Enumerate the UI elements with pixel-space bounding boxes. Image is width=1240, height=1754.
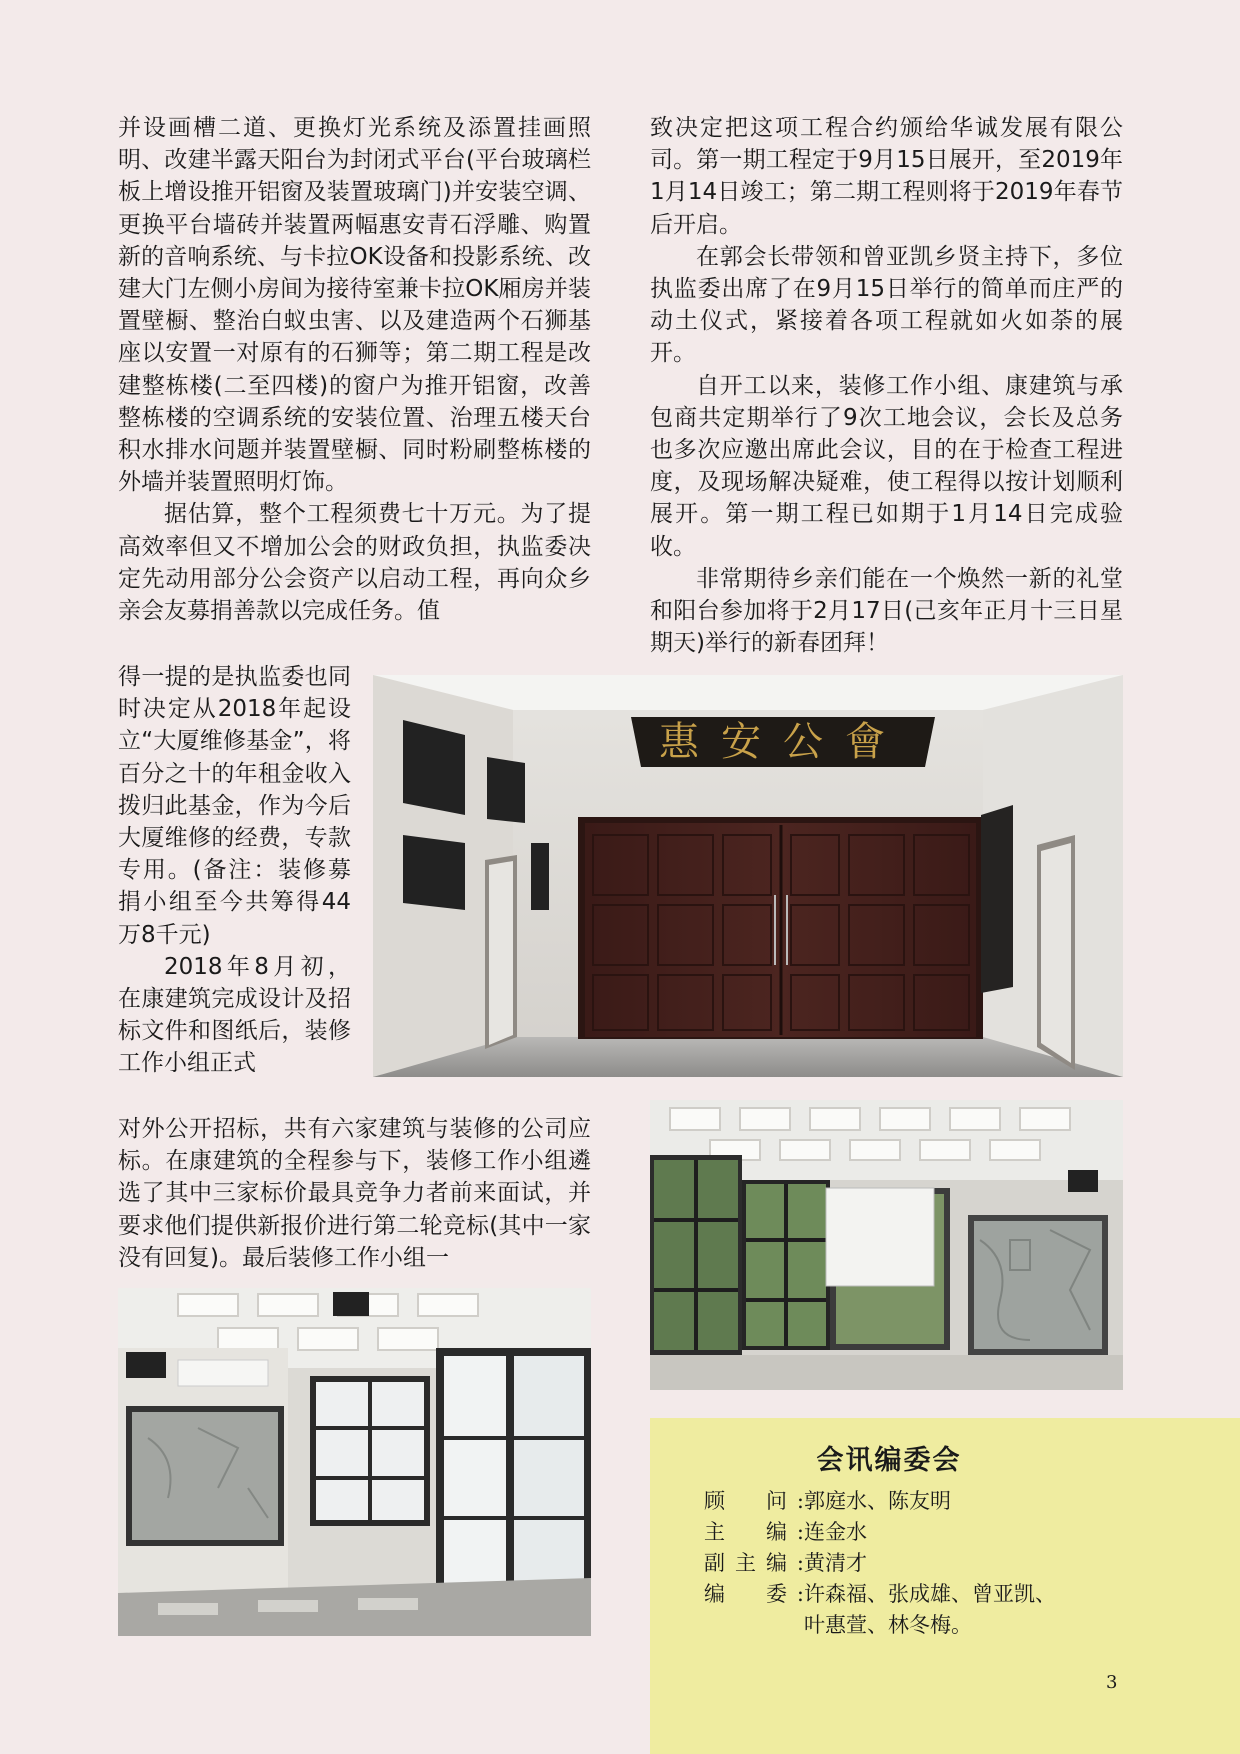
- hall-entrance-photo: [373, 675, 1123, 1077]
- plaque-text: 惠安公會: [659, 719, 907, 765]
- paragraph: 2018年8月初，在康建筑完成设计及招标文件和图纸后，装修工作小组正式: [118, 953, 351, 1077]
- projector-room-photo: [650, 1100, 1123, 1390]
- page-number: 3: [1106, 1672, 1118, 1693]
- committee-names: 郭庭水、陈友明: [804, 1489, 951, 1513]
- committee-names: 许森福、张成雄、曾亚凯、: [804, 1582, 1056, 1606]
- article-left-column-top: [118, 112, 591, 627]
- paragraph: 据估算，整个工程须费七十万元。为了提高效率但又不增加公会的财政负担，执监委决定先动用部分公会资产以启动工程，再向众乡亲会友募捐善款以完成任务。值: [118, 501, 591, 625]
- committee-row: [704, 1517, 1104, 1547]
- committee-names: 黄清才: [804, 1551, 867, 1575]
- committee-role: 主 编:: [704, 1520, 804, 1544]
- committee-role: [704, 1610, 804, 1640]
- committee-names: 连金水: [804, 1520, 867, 1544]
- committee-role: 顾 问:: [704, 1489, 804, 1513]
- paragraph: 对外公开招标，共有六家建筑与装修的公司应标。在康建筑的全程参与下，装修工作小组遴选了其中三家标价最具竞争力者前来面试，并要求他们提供新报价进行第二轮竞标(其中一家没有回复)。最后装修工作小组一: [118, 1116, 591, 1271]
- committee-title: 会讯编委会: [816, 1445, 962, 1476]
- committee-row: [704, 1486, 1104, 1516]
- article-right-column: [650, 112, 1123, 659]
- paragraph: 得一提的是执监委也同时决定从2018年起设立“大厦维修基金”，将百分之十的年租金收入拨归此基金，作为今后大厦维修的经费，专款专用。(备注：装修募捐小组至今共筹得44万8千元): [118, 664, 351, 948]
- paragraph: 在郭会长带领和曾亚凯乡贤主持下，多位执监委出席了在9月15日举行的简单而庄严的动土仪式，紧接着各项工程就如火如荼的展开。: [650, 243, 1123, 367]
- paragraph: 自开工以来，装修工作小组、康建筑与承包商共定期举行了9次工地会议，会长及总务也多次应邀出席此会议，目的在于检查工程进度，及现场解决疑难，使工程得以按计划顺利展开。第一期工程已如期于1月14日完成验收。: [650, 372, 1123, 560]
- committee-names: 叶惠萱、林冬梅。: [804, 1613, 972, 1637]
- committee-role: 副主编:: [704, 1551, 804, 1575]
- article-left-column-narrow: [118, 661, 351, 1080]
- committee-role: 编 委:: [704, 1582, 804, 1606]
- article-left-column-bottom: [118, 1113, 591, 1274]
- paragraph: 并设画槽二道、更换灯光系统及添置挂画照明、改建半露天阳台为封闭式平台(平台玻璃栏板上增设推开铝窗及装置玻璃门)并安装空调、更换平台墙砖并装置两幅惠安青石浮雕、购置新的音响系统、与卡拉OK设备和投影系统、改建大门左侧小房间为接待室兼卡拉OK厢房并装置壁橱、整治白蚁虫害、以及建造两个石狮基座以安置一对原有的石狮等；第二期工程是改建整栋楼(二至四楼)的窗户为推开铝窗，改善整栋楼的空调系统的安装位置、治理五楼天台积水排水问题并装置壁橱、同时粉刷整栋楼的外墙并装置照明灯饰。: [118, 115, 591, 496]
- committee-row: [704, 1548, 1104, 1578]
- committee-row: [704, 1610, 1104, 1640]
- committee-row: [704, 1579, 1104, 1609]
- balcony-photo: [118, 1288, 591, 1636]
- paragraph: 非常期待乡亲们能在一个焕然一新的礼堂和阳台参加将于2月17日(己亥年正月十三日星期天)举行的新春团拜！: [650, 565, 1123, 657]
- editorial-committee-box: [650, 1418, 1240, 1754]
- paragraph: 致决定把这项工程合约颁给华诚发展有限公司。第一期工程定于9月15日展开，至2019年1月14日竣工；第二期工程则将于2019年春节后开启。: [650, 115, 1123, 238]
